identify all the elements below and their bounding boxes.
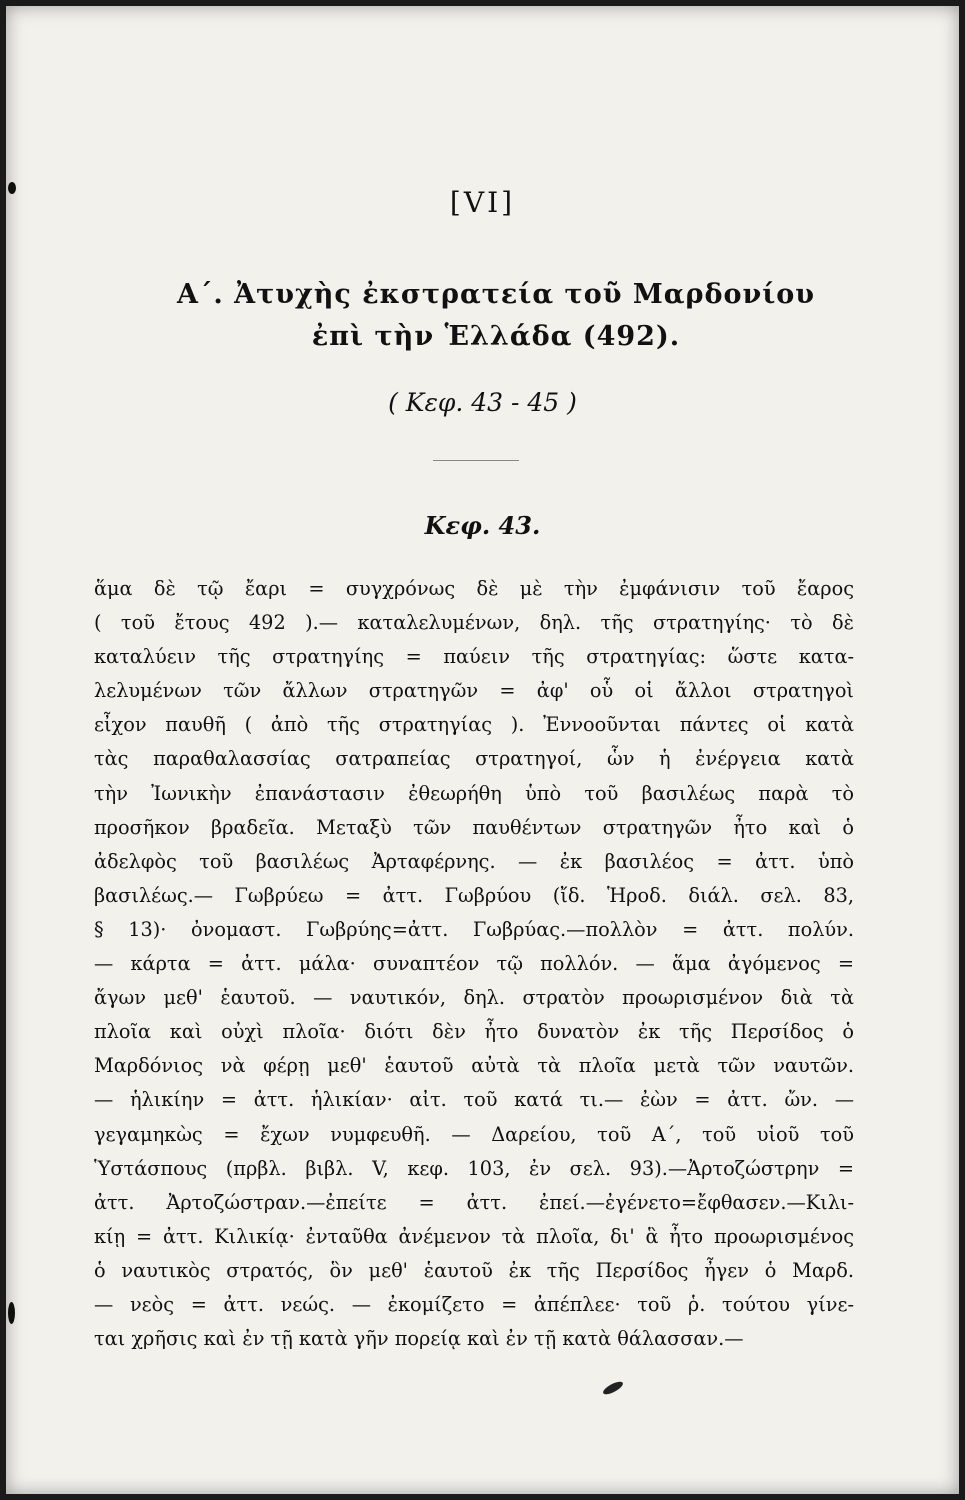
text-line: τὰς παραθαλασσίας σατραπείας στρατηγοί, ὧν ἡ ἐνέργεια κατὰ bbox=[94, 747, 854, 771]
text-line: ται χρῆσις καὶ ἐν τῇ κατὰ γῆν πορείᾳ καὶ ἐν τῇ κατὰ θάλασσαν.— bbox=[94, 1327, 744, 1351]
text-line: γεγαμηκὼς = ἔχων νυμφευθῆ. — Δαρείου, τοῦ Α΄, τοῦ υἱοῦ τοῦ bbox=[94, 1122, 854, 1146]
text-line: ἄγων μεθ' ἑαυτοῦ. — ναυτικόν, δηλ. στρατὸν προωρισμένον διὰ τὰ bbox=[94, 986, 854, 1010]
text-line: καταλύειν τῆς στρατηγίης = παύειν τῆς στρατηγίας: ὥστε κατα- bbox=[94, 645, 854, 669]
scan-edge-mark bbox=[8, 1302, 15, 1324]
text-line: εἶχον παυθῆ ( ἀπὸ τῆς στρατηγίας ). Ἐννοοῦνται πάντες οἱ κατὰ bbox=[94, 713, 854, 737]
text-line: πλοῖα καὶ οὐχὶ πλοῖα· διότι δὲν ἦτο δυνατὸν ἐκ τῆς Περσίδος ὁ bbox=[94, 1020, 854, 1044]
scan-edge-mark bbox=[8, 182, 16, 194]
chapter-heading: Κεφ. 43. bbox=[424, 511, 541, 540]
section-title-line-2: ἐπὶ τὴν Ἑλλάδα (492). bbox=[311, 321, 681, 352]
text-line: βασιλέως.— Γωβρύεω = ἀττ. Γωβρύου (ἴδ. Ἡροδ. διάλ. σελ. 83, bbox=[94, 883, 854, 907]
text-line: — ἡλικίην = ἀττ. ἡλικίαν· αἰτ. τοῦ κατά τι.— ἐὼν = ἀττ. ὤν. — bbox=[94, 1088, 854, 1112]
page-number: [VI] bbox=[449, 186, 516, 219]
ink-speck bbox=[601, 1379, 624, 1396]
book-page bbox=[6, 6, 959, 1494]
text-line: λελυμένων τῶν ἄλλων στρατηγῶν = ἀφ' οὗ οἱ ἄλλοι στρατηγοὶ bbox=[94, 679, 854, 703]
text-line: Μαρδόνιος νὰ φέρῃ μεθ' ἑαυτοῦ αὐτὰ τὰ πλοῖα μετὰ τῶν ναυτῶν. bbox=[94, 1054, 854, 1078]
text-line: — νεὸς = ἀττ. νεώς. — ἐκομίζετο = ἀπέπλεε· τοῦ ῥ. τούτου γίνε- bbox=[94, 1292, 854, 1316]
text-line: ἀδελφὸς τοῦ βασιλέως Ἀρταφέρνης. — ἐκ βασιλέος = ἀττ. ὑπὸ bbox=[94, 849, 854, 873]
text-line: ( τοῦ ἔτους 492 ).— καταλελυμένων, δηλ. τῆς στρατηγίης· τὸ δὲ bbox=[94, 611, 854, 635]
section-title-line-1: Α΄. Ἀτυχὴς ἐκστρατεία τοῦ Μαρδονίου bbox=[176, 279, 816, 310]
divider-rule bbox=[433, 460, 519, 461]
text-line: κίῃ = ἀττ. Κιλικίᾳ· ἐνταῦθα ἀνέμενον τὰ πλοῖα, δι' ἃ ἦτο προωρισμένος bbox=[94, 1224, 854, 1248]
section-title bbox=[156, 274, 836, 358]
text-line: ὁ ναυτικὸς στρατός, ὃν μεθ' ἑαυτοῦ ἐκ τῆς Περσίδος ἦγεν ὁ Μαρδ. bbox=[94, 1258, 854, 1282]
text-line: ἅμα δὲ τῷ ἔαρι = συγχρόνως δὲ μὲ τὴν ἐμφάνισιν τοῦ ἔαρος bbox=[94, 577, 854, 600]
text-line: — κάρτα = ἀττ. μάλα· συναπτέον τῷ πολλόν. — ἅμα ἀγόμενος = bbox=[94, 952, 854, 976]
commentary-text bbox=[94, 572, 854, 1356]
text-line: τὴν Ἰωνικὴν ἐπανάστασιν ἐθεωρήθη ὑπὸ τοῦ βασιλέως παρὰ τὸ bbox=[94, 781, 854, 805]
text-line: προσῆκον βραδεῖα. Μεταξὺ τῶν παυθέντων στρατηγῶν ἦτο καὶ ὁ bbox=[94, 815, 854, 839]
text-line: § 13)· ὀνομαστ. Γωβρύης=ἀττ. Γωβρύας.—πολλὸν = ἀττ. πολύν. bbox=[94, 917, 854, 941]
text-line: ἀττ. Ἀρτοζώστραν.—ἐπείτε = ἀττ. ἐπεί.—ἐγένετο=ἔφθασεν.—Κιλι- bbox=[94, 1190, 854, 1214]
text-line: Ὑστάσπους (πρβλ. βιβλ. V, κεφ. 103, ἐν σελ. 93).—Ἀρτοζώστρην = bbox=[94, 1156, 854, 1180]
chapter-range: ( Κεφ. 43 - 45 ) bbox=[388, 388, 577, 417]
